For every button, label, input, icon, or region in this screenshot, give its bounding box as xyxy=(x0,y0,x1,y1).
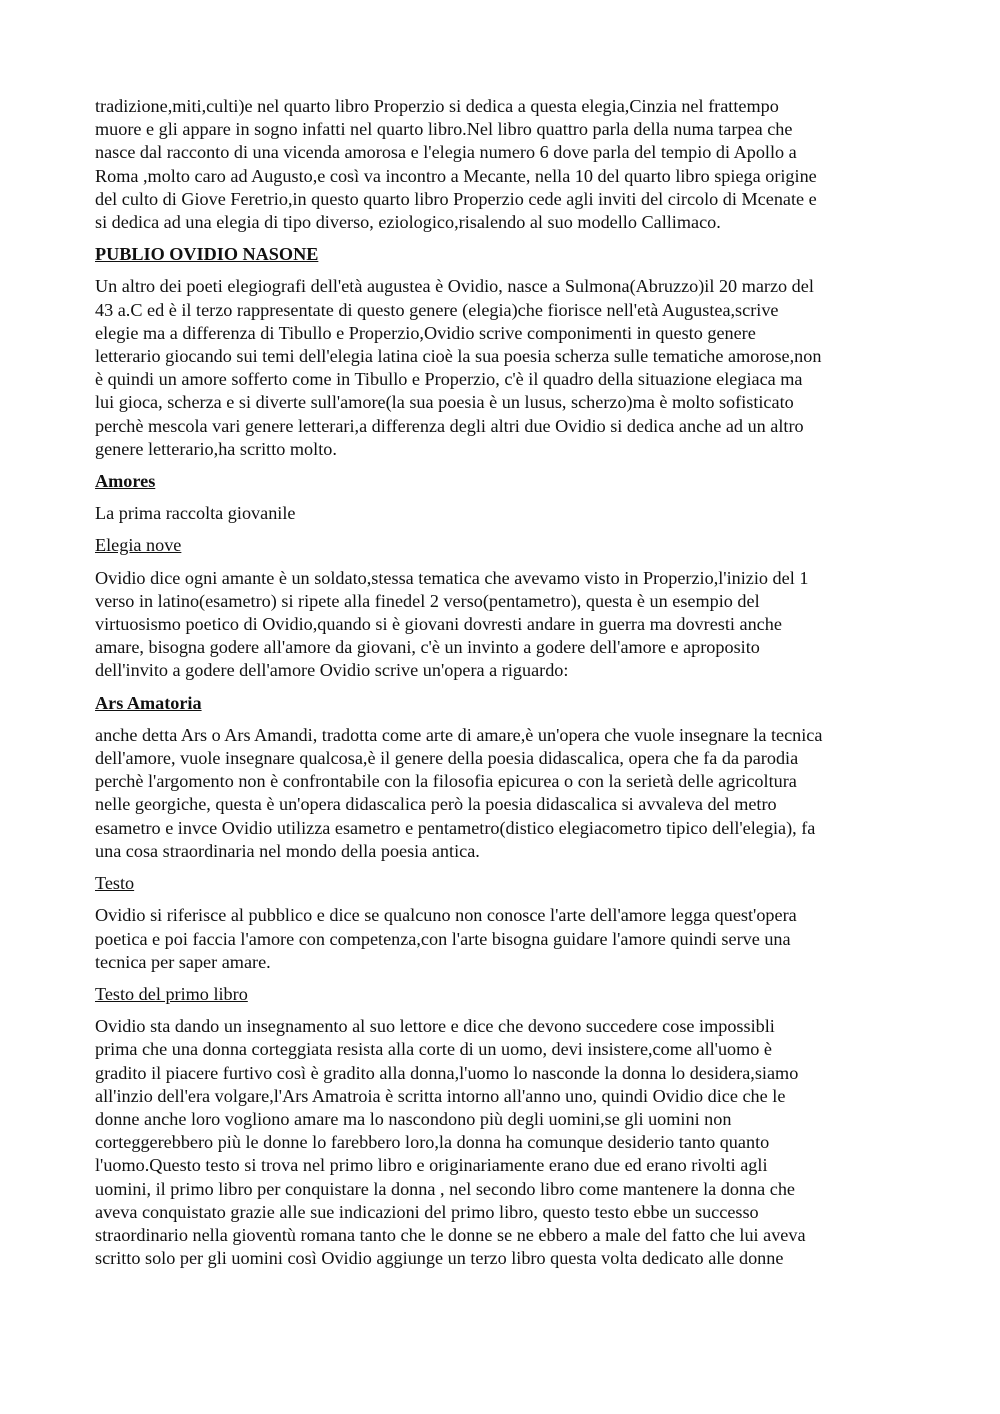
text-line: amare, bisogna godere all'amore da giovani, c'è un invinto a godere dell'amore e aproposito xyxy=(95,637,760,658)
text-line: Ovidio sta dando un insegnamento al suo lettore e dice che devono succedere cose impossibli xyxy=(95,1016,775,1037)
text-line: La prima raccolta giovanile xyxy=(95,503,296,524)
text-line: gradito il piacere furtivo così è gradito alla donna,l'uomo lo nasconde la donna lo desidera,siamo xyxy=(95,1062,799,1083)
paragraph xyxy=(95,502,905,525)
text-line: Roma ,molto caro ad Augusto,e così va incontro a Mecante, nella 10 del quarto libro spiega origine xyxy=(95,165,817,186)
text-line: è quindi un amore sofferto come in Tibullo e Properzio, c'è il quadro della situazione elegiaca ma xyxy=(95,369,803,390)
text-line: tecnica per saper amare. xyxy=(95,951,271,972)
text-line: nasce dal racconto di una vicenda amorosa e l'elegia numero 6 dove parla del tempio di Apollo a xyxy=(95,142,797,163)
text-line: letterario giocando sui temi dell'elegia latina cioè la sua poesia scherza sulle tematiche amorose,non xyxy=(95,346,822,367)
text-line: si dedica ad una elegia di tipo diverso, eziologico,risalendo al suo modello Callimaco. xyxy=(95,212,721,233)
text-line: donne anche loro vogliono amare ma lo nascondono più degli uomini,se gli uomini non xyxy=(95,1108,732,1129)
text-line: dell'amore, vuole insegnare qualcosa,è il genere della poesia didascalica, opera che fa da parodia xyxy=(95,748,799,769)
text-line: una cosa straordinaria nel mondo della poesia antica. xyxy=(95,840,480,861)
paragraph xyxy=(95,275,905,461)
text-line: l'uomo.Questo testo si trova nel primo libro e originariamente erano due ed erano rivolti agli xyxy=(95,1155,768,1176)
text-line: anche detta Ars o Ars Amandi, tradotta come arte di amare,è un'opera che vuole insegnare la tecnica xyxy=(95,724,823,745)
text-line: poetica e poi faccia l'amore con competenza,con l'arte bisogna guidare l'amore quindi serve una xyxy=(95,928,791,949)
text-line: genere letterario,ha scritto molto. xyxy=(95,438,337,459)
text-line: elegie ma a differenza di Tibullo e Properzio,Ovidio scrive componimenti in questo genere xyxy=(95,322,756,343)
subsection-heading: Testo xyxy=(95,873,135,894)
text-line: dell'invito a godere dell'amore Ovidio scrive un'opera a riguardo: xyxy=(95,660,569,681)
text-line: perchè mescola vari genere letterari,a differenza degli altri due Ovidio si dedica anche ad un altro xyxy=(95,415,804,436)
text-line: 43 a.C ed è il terzo rappresentate di questo genere (elegia)che fiorisce nell'età Augustea,scrive xyxy=(95,299,779,320)
subsection-heading: Testo del primo libro xyxy=(95,983,248,1004)
paragraph xyxy=(95,95,905,234)
paragraph xyxy=(95,724,905,863)
text-line: nelle georgiche, questa è un'opera didascalica però la poesia didascalica si avvaleva del metro xyxy=(95,794,777,815)
paragraph xyxy=(95,1015,905,1270)
section-heading: PUBLIO OVIDIO NASONE xyxy=(95,244,319,265)
text-line: tradizione,miti,culti)e nel quarto libro Properzio si dedica a questa elegia,Cinzia nel frattempo xyxy=(95,96,779,116)
text-line: muore e gli appare in sogno infatti nel quarto libro.Nel libro quattro parla della numa tarpea che xyxy=(95,119,793,140)
text-line: all'inzio dell'era volgare,l'Ars Amatroia è scritta intorno all'anno uno, quindi Ovidio dice che le xyxy=(95,1085,786,1106)
text-line: uomini, il primo libro per conquistare la donna , nel secondo libro come mantenere la donna che xyxy=(95,1178,796,1199)
section-heading: Ars Amatoria xyxy=(95,692,202,713)
section-heading: Amores xyxy=(95,471,156,492)
paragraph xyxy=(95,567,905,683)
text-line: Un altro dei poeti elegiografi dell'età augustea è Ovidio, nasce a Sulmona(Abruzzo)il 20 marzo del xyxy=(95,276,814,297)
text-line: esametro e invce Ovidio utilizza esametro e pentametro(distico elegiacometro tipico dell'elegia), fa xyxy=(95,817,816,838)
text-line: straordinario nella gioventù romana tanto che le donne se ne ebbero a male del fatto che lui aveva xyxy=(95,1224,806,1245)
text-line: scritto solo per gli uomini così Ovidio aggiunge un terzo libro questa volta dedicato alle donne xyxy=(95,1248,784,1269)
text-line: prima che una donna corteggiata resista alla corte di un uomo, devi insistere,come all'uomo è xyxy=(95,1039,772,1060)
document-page xyxy=(95,95,905,1279)
text-line: corteggerebbero più le donne lo farebbero loro,la donna ha comunque desiderio tanto quanto xyxy=(95,1132,770,1153)
text-line: Ovidio dice ogni amante è un soldato,stessa tematica che avevamo visto in Properzio,l'inizio del 1 xyxy=(95,567,809,588)
paragraph xyxy=(95,904,905,974)
text-line: perchè l'argomento non è confrontabile con la filosofia epicurea o con la serietà delle agricoltura xyxy=(95,771,797,792)
text-line: Ovidio si riferisce al pubblico e dice se qualcuno non conosce l'arte dell'amore legga quest'opera xyxy=(95,905,797,926)
text-line: del culto di Giove Feretrio,in questo quarto libro Properzio cede agli inviti del circolo di Mcenate e xyxy=(95,188,817,209)
subsection-heading: Elegia nove xyxy=(95,535,182,556)
text-line: aveva conquistato grazie alle sue indicazioni del primo libro, questo testo ebbe un successo xyxy=(95,1201,759,1222)
text-line: virtuosismo poetico di Ovidio,quando si è giovani dovresti andare in guerra ma dovresti anche xyxy=(95,614,782,635)
text-line: verso in latino(esametro) si ripete alla finedel 2 verso(pentametro), questa è un esempio del xyxy=(95,590,760,611)
text-line: lui gioca, scherza e si diverte sull'amore(la sua poesia è un lusus, scherzo)ma è molto sofisticato xyxy=(95,392,794,413)
